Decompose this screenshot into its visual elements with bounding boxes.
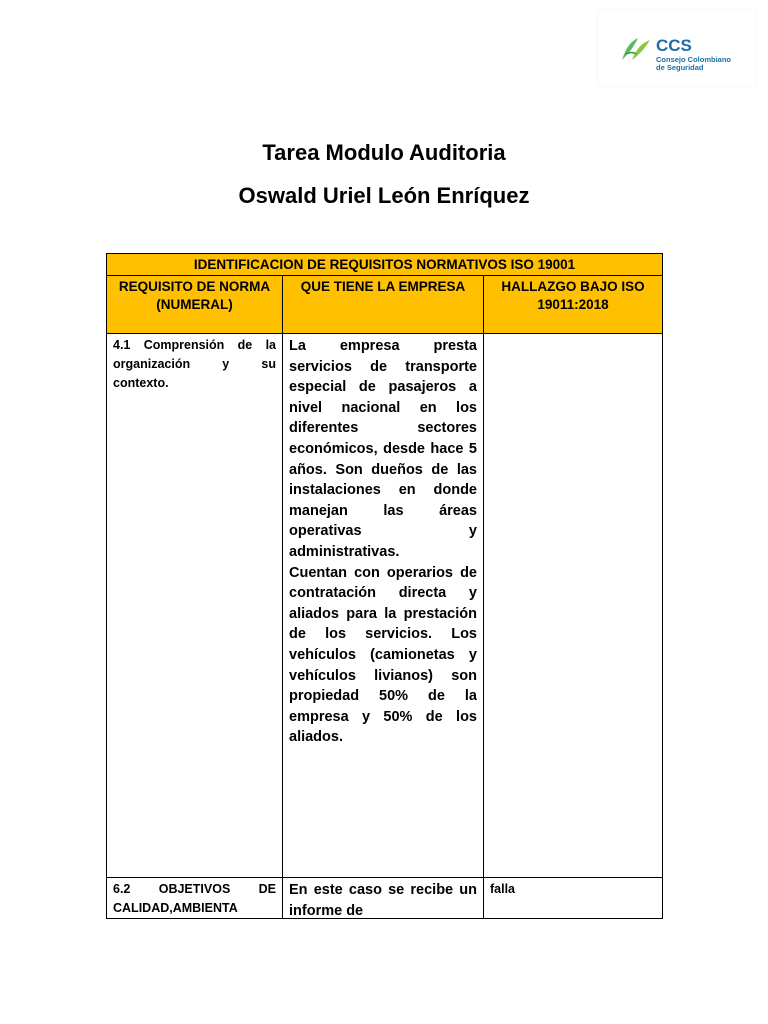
cell-hallazgo	[484, 878, 663, 919]
cell-requisito-text: 6.2 OBJETIVOS DE CALIDAD,AMBIENTA	[113, 882, 276, 915]
cell-empresa	[283, 878, 484, 919]
leaf-icon	[620, 36, 654, 62]
cell-requisito: 4.1 Comprensión de la organización y su contexto.	[107, 334, 283, 878]
table-column-header-row	[107, 276, 663, 334]
table-main-header-row	[107, 254, 663, 276]
cell-hallazgo	[484, 334, 663, 878]
cell-empresa	[283, 334, 484, 878]
empresa-paragraph-2: Cuentan con operarios de contratación directa y aliados para la prestación de los servicios. Los vehículos (camionetas y vehículos livianos) son propiedad 50% de la empresa y 50% de los aliados.	[289, 564, 477, 746]
logo-subtitle-line1: Consejo Colombiano	[656, 55, 731, 64]
requirements-table	[106, 253, 663, 919]
logo-brand: CCS	[656, 36, 692, 55]
logo-subtitle	[656, 56, 731, 72]
ccs-logo	[598, 10, 756, 86]
column-header-empresa: QUE TIENE LA EMPRESA	[283, 276, 484, 334]
logo-subtitle-line2: de Seguridad	[656, 63, 704, 72]
column-header-hallazgo: HALLAZGO BAJO ISO 19011:2018	[484, 276, 663, 334]
document-author: Oswald Uriel León Enríquez	[238, 183, 530, 208]
column-header-requisito: REQUISITO DE NORMA (NUMERAL)	[107, 276, 283, 334]
cell-requisito	[107, 878, 283, 919]
cell-hallazgo-text: falla	[490, 882, 516, 896]
cell-empresa-text: En este caso se recibe un informe de	[289, 882, 477, 916]
table-main-header: IDENTIFICACION DE REQUISITOS NORMATIVOS ISO 19001	[107, 254, 663, 276]
table-row	[107, 878, 663, 919]
document-title: Tarea Modulo Auditoria	[262, 140, 506, 165]
table-row	[107, 334, 663, 878]
empresa-paragraph-1: La empresa presta servicios de transporte especial de pasajeros a nivel nacional en los diferentes sectores económicos, desde hace 5 años. Son dueños de las instalaciones en donde manejan las áreas operativas y administrativas.	[289, 338, 477, 560]
